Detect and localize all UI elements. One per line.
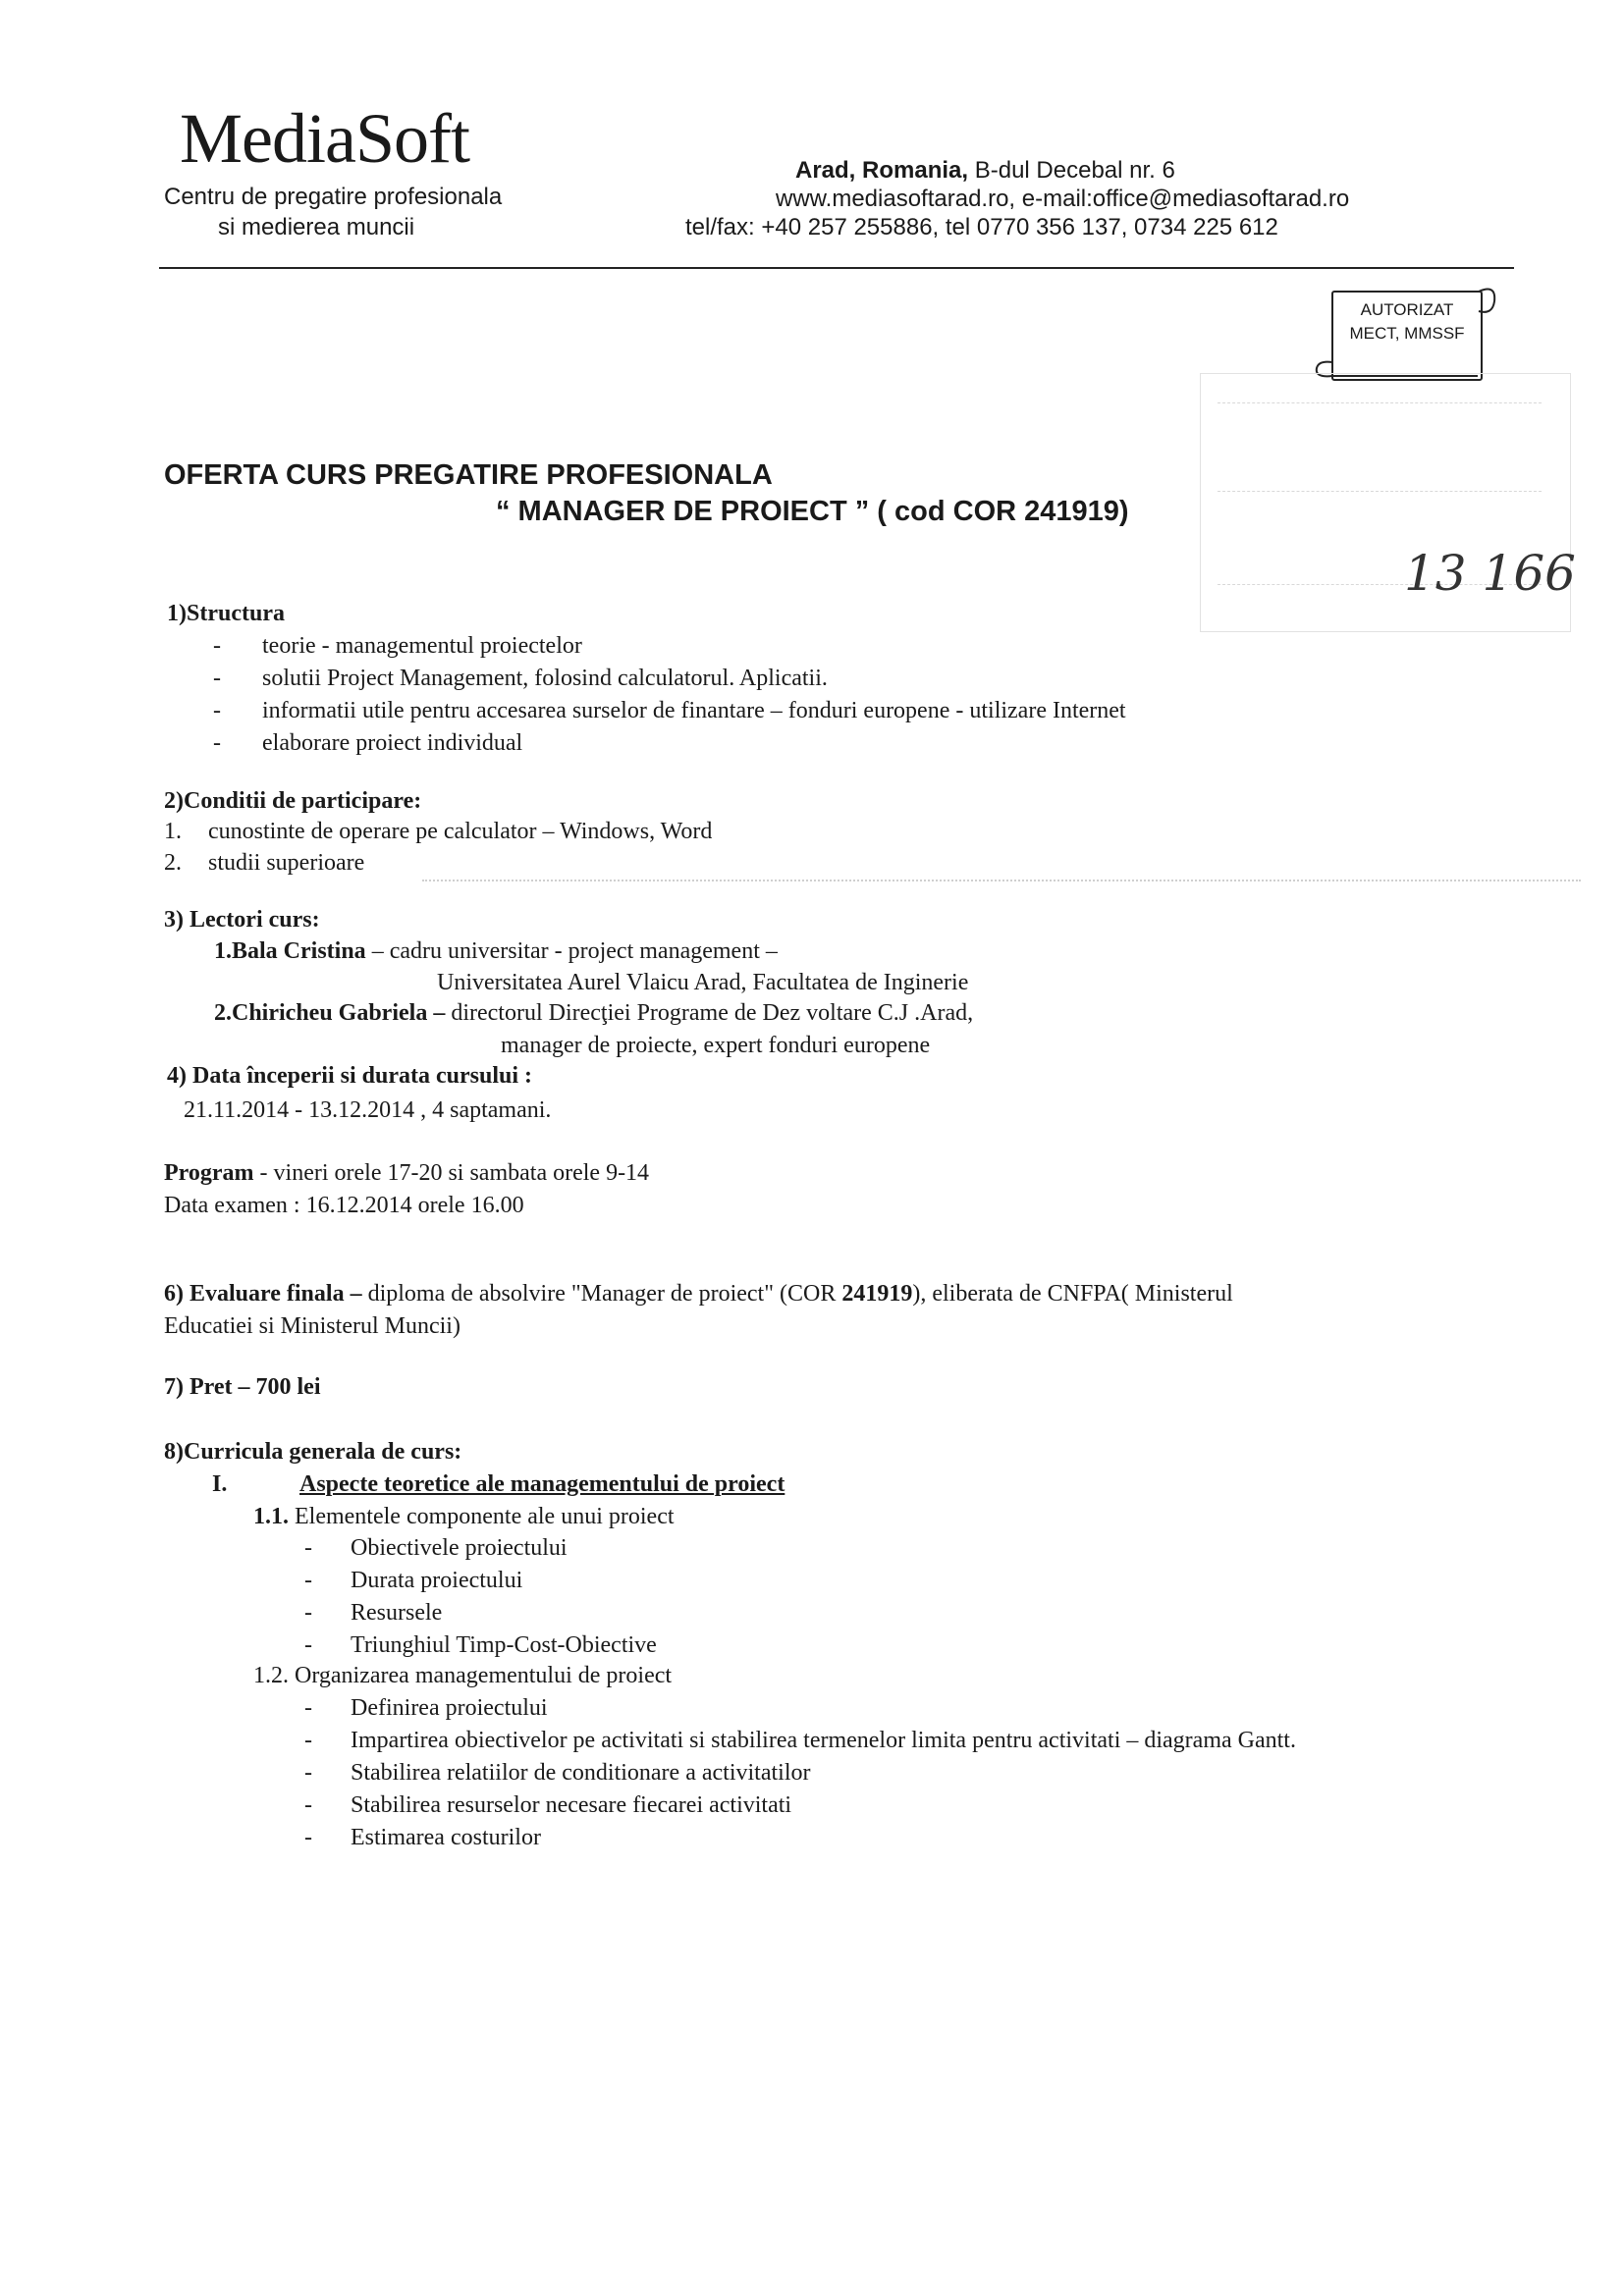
course-title: “ MANAGER DE PROIECT ” ( cod COR 241919) (496, 496, 1129, 527)
offer-title: OFERTA CURS PREGATIRE PROFESIONALA (164, 459, 773, 491)
lector-2-extra: manager de proiecte, expert fonduri europene (501, 1033, 931, 1058)
phone-line: tel/fax: +40 257 255886, tel 0770 356 137, 0734 225 612 (685, 214, 1278, 240)
lector-1-institution: Universitatea Aurel Vlaicu Arad, Facultatea de Inginerie (437, 970, 969, 995)
company-logo: MediaSoft (180, 99, 469, 178)
bullet-dash: - (304, 1695, 312, 1721)
pret: 7) Pret – 700 lei (164, 1374, 321, 1400)
conditii-item: studii superioare (208, 850, 365, 876)
curricula-item: Impartirea obiectivelor pe activitati si stabilirea termenelor limita pentru activitati – diagrama Gantt. (351, 1728, 1296, 1753)
subsection-title: Organizarea managementului de proiect (289, 1663, 673, 1688)
evaluare-label: 6) Evaluare finala – (164, 1281, 362, 1307)
bullet-dash: - (304, 1535, 312, 1561)
stamp-line-1: AUTORIZAT (1360, 300, 1454, 319)
evaluare-text-b: ), eliberata de CNFPA( Ministerul (912, 1281, 1233, 1307)
lector-2-line (214, 1000, 973, 1027)
section-lectori-heading: 3) Lectori curs: (164, 907, 320, 933)
curricula-item: Estimarea costurilor (351, 1825, 541, 1850)
web-email-line: www.mediasoftarad.ro, e-mail:office@mediasoftarad.ro (776, 186, 1350, 212)
bullet-dash: - (213, 633, 221, 659)
tagline-line-1: Centru de pregatire profesionala (164, 184, 503, 210)
bullet-dash: - (304, 1792, 312, 1818)
section-conditii-heading: 2)Conditii de participare: (164, 788, 422, 814)
bullet-dash: - (304, 1632, 312, 1658)
curricula-item: Definirea proiectului (351, 1695, 548, 1721)
curricula-item: Triunghiul Timp-Cost-Obiective (351, 1632, 657, 1658)
bullet-dash: - (304, 1600, 312, 1626)
chapter-title: Aspecte teoretice ale managementului de proiect (299, 1471, 785, 1497)
bullet-dash: - (213, 666, 221, 691)
program-label: Program (164, 1160, 254, 1186)
conditii-item: cunostinte de operare pe calculator – Windows, Word (208, 819, 713, 844)
subsection-number: 1.1. (253, 1504, 289, 1529)
bullet-dash: - (213, 730, 221, 756)
curricula-item: Obiectivele proiectului (351, 1535, 568, 1561)
section-data-heading: 4) Data începerii si durata cursului : (167, 1063, 532, 1089)
structura-item: informatii utile pentru accesarea surselor de finantare – fonduri europene - utilizare Internet (262, 698, 1126, 723)
bullet-dash: - (304, 1760, 312, 1786)
subsection-1-2 (253, 1663, 672, 1689)
structura-item: teorie - managementul proiectelor (262, 633, 582, 659)
bullet-dash: - (213, 698, 221, 723)
program-value: - vineri orele 17-20 si sambata orele 9-14 (253, 1160, 650, 1186)
subsection-number: 1.2. (253, 1663, 289, 1688)
curricula-item: Resursele (351, 1600, 443, 1626)
scan-artifact-line (422, 880, 1581, 881)
header-divider (159, 267, 1514, 269)
evaluare-cor: 241919 (841, 1281, 913, 1307)
address-street: B-dul Decebal nr. 6 (968, 157, 1175, 184)
lector-2-name: 2.Chiricheu Gabriela – (214, 1000, 446, 1026)
chapter-number: I. (212, 1471, 228, 1497)
section-structura-heading: 1)Structura (167, 601, 285, 626)
section-curricula-heading: 8)Curricula generala de curs: (164, 1439, 462, 1465)
conditii-number: 1. (164, 819, 182, 844)
address-line (795, 157, 1175, 185)
subsection-title: Elementele componente ale unui proiect (289, 1504, 675, 1529)
curricula-item: Stabilirea relatiilor de conditionare a activitatilor (351, 1760, 811, 1786)
exam-date: Data examen : 16.12.2014 orele 16.00 (164, 1193, 524, 1218)
evaluare-line-2: Educatiei si Ministerul Muncii) (164, 1313, 460, 1339)
stamp-line-2: MECT, MMSSF (1349, 324, 1465, 343)
program-line (164, 1160, 649, 1187)
structura-item: elaborare proiect individual (262, 730, 523, 756)
handwritten-registration-number: 13 166 (1404, 545, 1576, 602)
subsection-1-1 (253, 1504, 675, 1530)
faint-stamp-line (1218, 402, 1542, 403)
lector-1-name: 1.Bala Cristina (214, 938, 366, 964)
tagline-line-2: si medierea muncii (218, 214, 415, 240)
evaluare-line-1 (164, 1281, 1233, 1308)
faint-stamp-line (1218, 491, 1542, 492)
bullet-dash: - (304, 1728, 312, 1753)
lector-1-role: – cadru universitar - project management – (365, 938, 778, 964)
lector-2-role: directorul Direcţiei Programe de Dez voltare C.J .Arad, (445, 1000, 974, 1026)
conditii-number: 2. (164, 850, 182, 876)
evaluare-text-a: diploma de absolvire "Manager de proiect" (COR (361, 1281, 842, 1307)
bullet-dash: - (304, 1568, 312, 1593)
curricula-item: Durata proiectului (351, 1568, 523, 1593)
course-dates: 21.11.2014 - 13.12.2014 , 4 saptamani. (184, 1097, 552, 1123)
curricula-item: Stabilirea resurselor necesare fiecarei activitati (351, 1792, 792, 1818)
bullet-dash: - (304, 1825, 312, 1850)
address-city: Arad, Romania, (795, 157, 969, 184)
structura-item: solutii Project Management, folosind calculatorul. Aplicatii. (262, 666, 828, 691)
lector-1-line (214, 938, 778, 965)
